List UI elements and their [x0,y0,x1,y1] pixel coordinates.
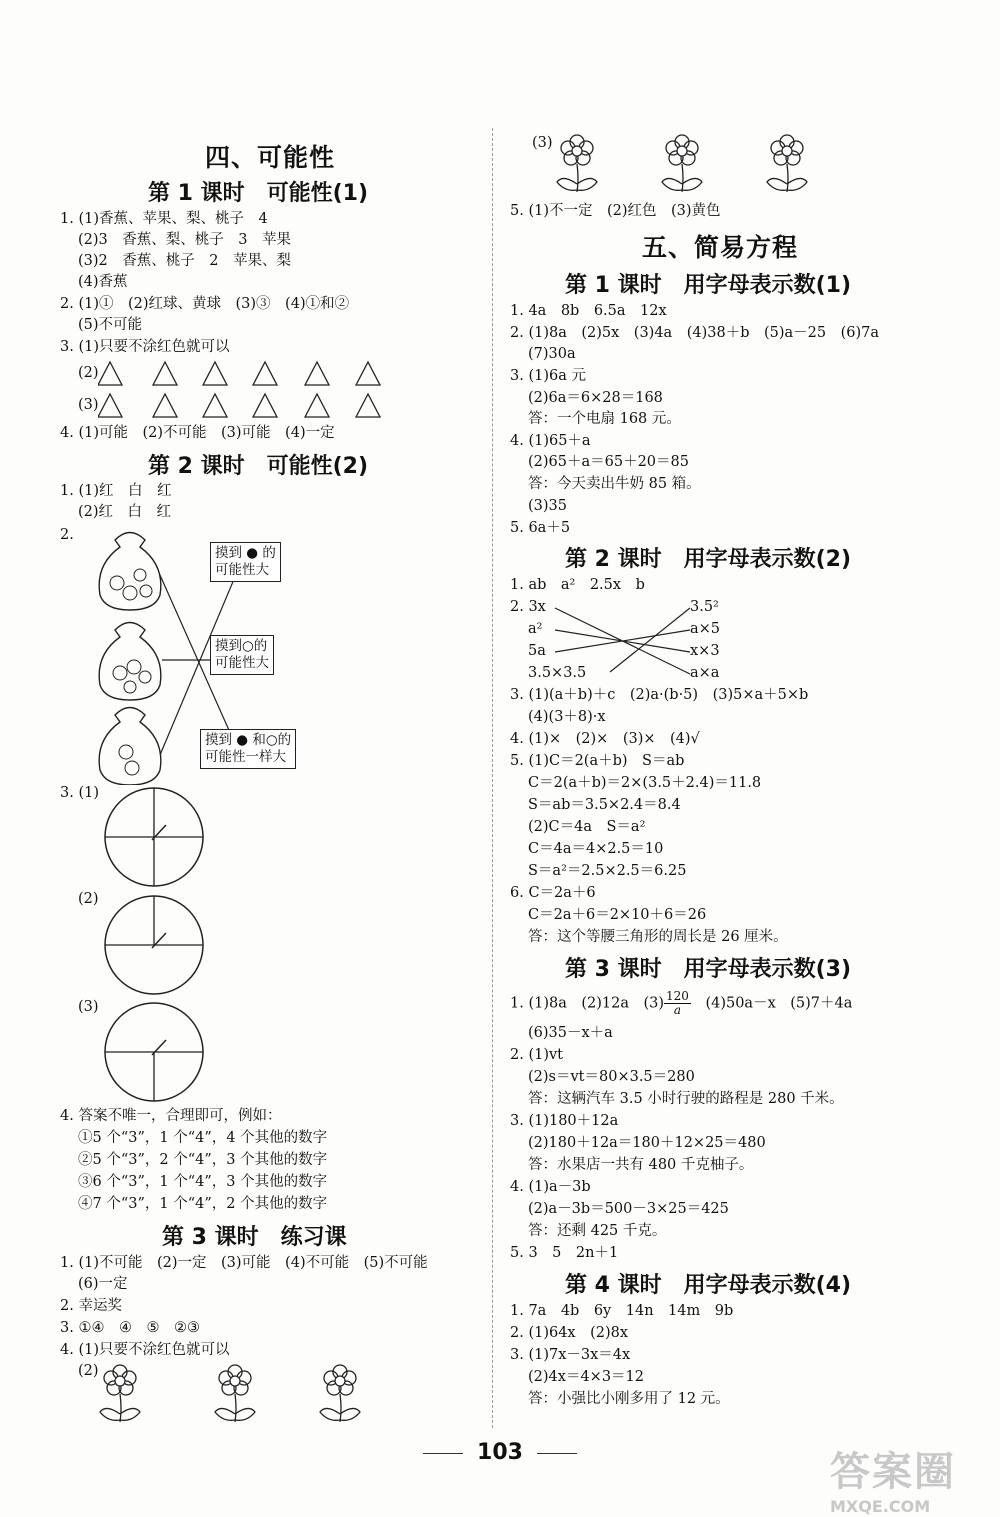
answer-line: 4. (1)× (2)× (3)× (4)√ [510,731,700,747]
footer-dash [537,1453,577,1454]
answer-line: (3) [78,999,99,1015]
triangle-icon [153,394,177,417]
triangle-icon [203,362,227,385]
answer-line: ①5 个“3”，1 个“4”，4 个其他的数字 [78,1130,328,1146]
answer-text: 1. (1)8a (2)12a (3) [510,995,665,1012]
answer-line: C＝2(a＋b)＝2×(3.5＋2.4)＝11.8 [528,775,762,791]
chapter-5-title: 五、简易方程 [642,233,799,262]
answer-line: C＝2a＋6＝2×10＋6＝26 [528,907,707,923]
bag-label: 摸到 ● 和○的 可能性一样大 [205,732,292,765]
page-number: 103 [477,1440,523,1465]
answer-line: 2. (1)64x (2)8x [510,1325,629,1341]
answer-line: S＝ab＝3.5×2.4＝8.4 [528,797,681,813]
answer-line: 2. (1)vt [510,1047,564,1063]
answer-line: 1. (1)香蕉、苹果、梨、桃子 4 [60,211,268,227]
answer-line: 5. (1)不一定 (2)红色 (3)黄色 [510,203,721,219]
r-lesson-4-title: 第 4 课时 用字母表示数(4) [565,1273,852,1298]
answer-line: ③6 个“3”，1 个“4”，3 个其他的数字 [78,1174,328,1190]
answer-line: 2. [60,527,74,543]
answer-line: (6)一定 [78,1276,128,1292]
answer-line: (2)C＝4a S＝a² [528,819,646,835]
answer-line: (2)3 香蕉、梨、桃子 3 苹果 [78,232,291,248]
answer-line: 3. (1)(a＋b)＋c (2)a·(b·5) (3)5×a＋5×b [510,687,809,703]
answer-line: 1. (1)红 白 红 [60,483,172,499]
footer-dash [423,1453,463,1454]
answer-line: C＝4a＝4×2.5＝10 [528,841,664,857]
answer-line: S＝a²＝2.5×2.5＝6.25 [528,863,687,879]
answer-line: (3)2 香蕉、桃子 2 苹果、梨 [78,253,291,269]
answer-line: 答：小强比小刚多用了 12 元。 [528,1391,730,1407]
answer-line: ④7 个“3”，1 个“4”，2 个其他的数字 [78,1196,328,1212]
answer-line: (7)30a [528,346,576,362]
answer-line: (6)35－x＋a [528,1025,613,1041]
bag-label-box [210,542,281,582]
answer-text: (4)50a－x (5)7＋4a [705,995,853,1012]
answer-line: 2. 幸运奖 [60,1298,122,1314]
fraction-numerator: 120 [666,989,689,1003]
answer-line: (2)a－3b＝500－3×25＝425 [528,1201,729,1217]
lesson-3-title: 第 3 课时 练习课 [162,1225,347,1250]
triangle-row-2 [98,358,398,388]
answer-line: (2)红 白 红 [78,504,172,520]
triangle-row-3 [98,390,398,420]
answer-line: 2. (1)8a (2)5x (3)4a (4)38＋b (5)a－25 (6)7a [510,325,880,341]
answer-line: 3. ①④ ④ ⑤ ②③ [60,1320,200,1336]
answer-line: 4. (1)65＋a [510,433,591,449]
flower-row-top [555,134,855,196]
answer-line: 1. (1)不可能 (2)一定 (3)可能 (4)不可能 (5)不可能 [60,1255,428,1271]
answer-line: 答：这个等腰三角形的周长是 26 厘米。 [528,929,788,945]
flower-icon [557,135,597,192]
bag-label-box [210,635,274,675]
bag-label-box [200,729,296,769]
triangle-icon [356,362,380,385]
matching-lines [550,600,695,680]
answer-line: (3)35 [528,498,567,514]
answer-line: 5. 3 5 2n＋1 [510,1245,619,1261]
match-left: a² [528,621,543,637]
answer-line: 3. (1)7x－3x＝4x [510,1347,631,1363]
match-right: a×5 [690,621,721,637]
fraction [664,990,691,1017]
answer-line: (2) [78,891,99,907]
answer-line: 答：水果店一共有 480 千克柚子。 [528,1157,754,1173]
answer-line: (2)6a＝6×28＝168 [528,390,663,406]
bag-label: 摸到 ● 的 可能性大 [215,545,276,578]
flower-icon [100,1365,140,1422]
answer-line: (3) [78,397,99,413]
flower-icon [662,135,702,192]
answer-line [510,990,852,1017]
triangle-icon [253,394,277,417]
answer-line: (4)香蕉 [78,274,128,290]
r-lesson-3-title: 第 3 课时 用字母表示数(3) [565,957,852,982]
triangle-icon [98,362,122,385]
lesson-2-title: 第 2 课时 可能性(2) [148,454,369,479]
answer-line: 1. 4a 8b 6.5a 12x [510,303,667,319]
spinner-arrow-icon [152,1040,166,1055]
answer-line: (2) [78,365,99,381]
answer-line: 3. (1)6a 元 [510,368,586,384]
bag-label: 摸到○的 可能性大 [215,638,269,671]
watermark-bottom: MXQE.COM [830,1497,931,1516]
column-divider [492,128,493,1428]
answer-line: 2. (1)① (2)红球、黄球 (3)③ (4)①和② [60,296,350,312]
bag-icon [99,623,161,701]
match-left: 5a [528,643,546,659]
bag-icon [99,708,161,786]
chapter-4-title: 四、可能性 [205,143,336,172]
answer-line: (3) [532,135,553,151]
spinner-circle-2 [102,893,206,997]
triangle-icon [305,362,329,385]
match-right: a×a [690,665,720,681]
answer-line: 3. (1) [60,785,99,801]
fraction-denominator: a [673,1003,682,1017]
match-right: x×3 [690,643,720,659]
triangle-icon [98,394,122,417]
answer-line: (2)4x＝4×3＝12 [528,1369,644,1385]
watermark-top: 答案圈 [830,1449,956,1495]
flower-icon [320,1365,360,1422]
answer-line: (5)不可能 [78,317,143,333]
answer-line: 5. 6a＋5 [510,520,571,536]
answer-line: (2) [78,1363,99,1379]
answer-line: (4)(3＋8)·x [528,709,606,725]
answer-line: 4. (1)a－3b [510,1179,591,1195]
answer-line: 4. 答案不唯一，合理即可，例如： [60,1108,282,1124]
answer-line: (2)180＋12a＝180＋12×25＝480 [528,1135,766,1151]
answer-line: 6. C＝2a＋6 [510,885,596,901]
answer-line: 答：今天卖出牛奶 85 箱。 [528,476,701,492]
match-left: 2. 3x [510,599,546,615]
flower-row-bottom [98,1364,388,1426]
triangle-icon [305,394,329,417]
triangle-icon [356,394,380,417]
answer-line: 5. (1)C＝2(a＋b) S＝ab [510,753,685,769]
lesson-1-title: 第 1 课时 可能性(1) [148,181,369,206]
answer-line: 1. 7a 4b 6y 14n 14m 9b [510,1303,734,1319]
answer-line: (2)s＝vt＝80×3.5＝280 [528,1069,695,1085]
triangle-icon [203,394,227,417]
r-lesson-1-title: 第 1 课时 用字母表示数(1) [565,273,852,298]
answer-line: 4. (1)可能 (2)不可能 (3)可能 (4)一定 [60,425,335,441]
triangle-icon [153,362,177,385]
answer-line: 3. (1)180＋12a [510,1113,619,1129]
flower-icon [767,135,807,192]
answer-line: 答：一个电扇 168 元。 [528,411,681,427]
r-lesson-2-title: 第 2 课时 用字母表示数(2) [565,547,852,572]
flower-icon [215,1365,255,1422]
match-left: 3.5×3.5 [528,665,587,681]
answer-line: 1. ab a² 2.5x b [510,577,645,593]
triangle-icon [253,362,277,385]
match-right: 3.5² [690,599,719,615]
spinner-circle-3 [102,1000,206,1104]
watermark-logo [830,1440,980,1516]
answer-line: 答：还剩 425 千克。 [528,1223,667,1239]
answer-line: 4. (1)只要不涂红色就可以 [60,1342,230,1358]
spinner-circle-1 [102,785,206,889]
answer-line: (2)65＋a＝65＋20＝85 [528,454,689,470]
bag-icon [99,533,161,611]
answer-line: 3. (1)只要不涂红色就可以 [60,339,230,355]
answer-line: 答：这辆汽车 3.5 小时行驶的路程是 280 千米。 [528,1091,844,1107]
answer-line: ②5 个“3”，2 个“4”，3 个其他的数字 [78,1152,328,1168]
